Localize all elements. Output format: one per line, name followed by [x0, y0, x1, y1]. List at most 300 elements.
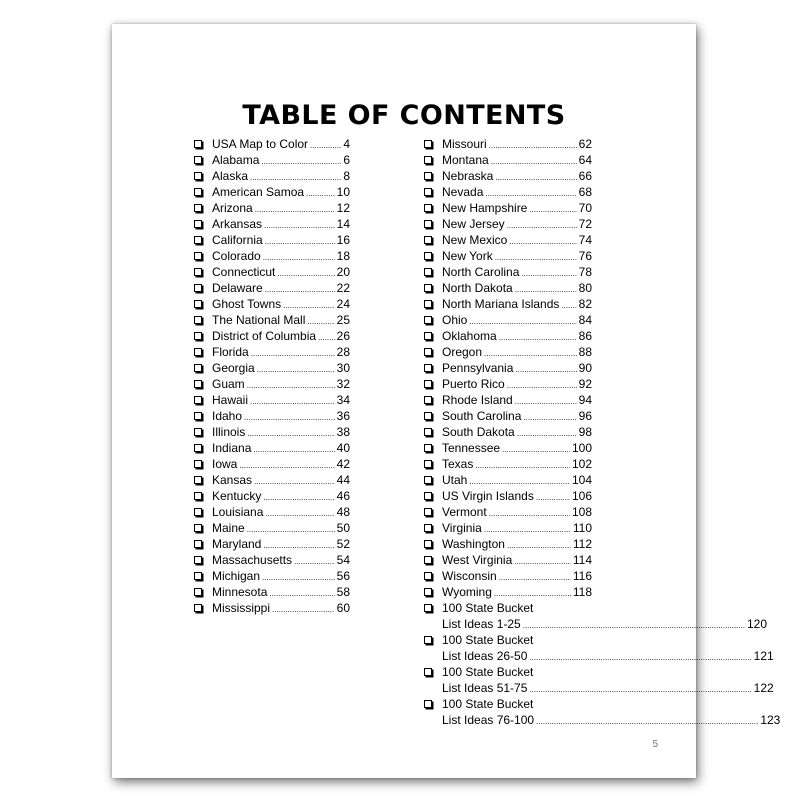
toc-entry — [194, 456, 350, 472]
toc-entry — [194, 408, 350, 424]
checkbox-icon[interactable] — [424, 252, 432, 260]
page-title: TABLE OF CONTENTS — [242, 100, 566, 131]
checkbox-icon[interactable] — [194, 268, 202, 276]
checkbox-icon[interactable] — [424, 524, 432, 532]
toc-entry-bucket-list — [424, 664, 774, 696]
toc-entry-page: 68 — [578, 185, 592, 199]
toc-entry-title: South Carolina — [442, 409, 522, 423]
dot-leader — [514, 554, 571, 570]
toc-entry-page: 50 — [336, 521, 350, 535]
dot-leader — [509, 234, 576, 250]
toc-entry — [194, 168, 350, 184]
toc-entry-page: 60 — [336, 601, 350, 615]
toc-entry-page: 72 — [578, 217, 592, 231]
toc-entry-page: 116 — [572, 569, 592, 583]
checkbox-icon[interactable] — [194, 284, 202, 292]
toc-entry-page: 102 — [571, 457, 592, 471]
checkbox-icon[interactable] — [194, 300, 202, 308]
dot-leader — [257, 362, 335, 378]
toc-entry-title: Maine — [212, 521, 245, 535]
toc-entry-page: 104 — [571, 473, 592, 487]
toc-entry-title: Illinois — [212, 425, 246, 439]
dot-leader — [517, 426, 577, 442]
checkbox-icon[interactable] — [194, 140, 202, 148]
toc-entry-title: Florida — [212, 345, 249, 359]
toc-entry — [424, 184, 592, 200]
toc-entry-title: US Virgin Islands — [442, 489, 534, 503]
dot-leader — [272, 602, 335, 618]
toc-entry — [424, 552, 592, 568]
dot-leader — [502, 442, 570, 458]
checkbox-icon[interactable] — [424, 220, 432, 228]
toc-entry — [194, 360, 350, 376]
checkbox-icon[interactable] — [194, 492, 202, 500]
toc-entry — [424, 376, 592, 392]
checkbox-icon[interactable] — [424, 700, 432, 708]
checkbox-icon[interactable] — [424, 636, 432, 644]
toc-entry-title: Utah — [442, 473, 468, 487]
checkbox-icon[interactable] — [194, 316, 202, 324]
dot-leader — [255, 202, 335, 218]
toc-entry-page: 46 — [336, 489, 350, 503]
checkbox-icon[interactable] — [194, 508, 202, 516]
checkbox-icon[interactable] — [194, 412, 202, 420]
toc-entry-title: Ohio — [442, 313, 468, 327]
toc-entry — [194, 184, 350, 200]
toc-entry — [424, 536, 592, 552]
toc-entry-page: 40 — [336, 441, 350, 455]
toc-entry — [194, 552, 350, 568]
checkbox-icon[interactable] — [424, 460, 432, 468]
dot-leader — [265, 506, 334, 522]
toc-entry — [194, 328, 350, 344]
toc-entry — [194, 440, 350, 456]
toc-entry-title: Kentucky — [212, 489, 262, 503]
toc-entry — [424, 520, 592, 536]
toc-entry-page: 34 — [336, 393, 350, 407]
toc-entry — [424, 456, 592, 472]
toc-entry-page: 24 — [336, 297, 350, 311]
toc-entry-title: Louisiana — [212, 505, 264, 519]
toc-entry-title: Arizona — [212, 201, 253, 215]
toc-entry — [424, 424, 592, 440]
toc-entry-text — [442, 632, 774, 664]
toc-entry — [194, 232, 350, 248]
toc-entry — [424, 504, 592, 520]
toc-entry — [424, 408, 592, 424]
toc-entry-page: 62 — [578, 137, 592, 151]
toc-entry-text — [442, 664, 774, 696]
toc-entry — [194, 376, 350, 392]
toc-entry-title: Missouri — [442, 137, 487, 151]
toc-entry-title: Hawaii — [212, 393, 249, 407]
checkbox-icon[interactable] — [424, 476, 432, 484]
toc-entry-title: Idaho — [212, 409, 243, 423]
toc-entry — [194, 344, 350, 360]
toc-entry-page: 106 — [571, 489, 592, 503]
dot-leader — [306, 186, 335, 202]
toc-entry-title: Michigan — [212, 569, 261, 583]
toc-entry — [424, 344, 592, 360]
toc-entry-page: 123 — [760, 713, 781, 727]
checkbox-icon[interactable] — [424, 364, 432, 372]
toc-entry-title: Iowa — [212, 457, 238, 471]
dot-leader — [294, 554, 335, 570]
toc-entry-title: New Mexico — [442, 233, 508, 247]
checkbox-icon[interactable] — [424, 492, 432, 500]
dot-leader — [310, 138, 341, 154]
dot-leader — [523, 410, 576, 426]
toc-entry-page: 121 — [753, 649, 774, 663]
dot-leader — [536, 490, 570, 506]
toc-entry — [194, 392, 350, 408]
toc-entry — [424, 296, 592, 312]
toc-entry-page: 42 — [336, 457, 350, 471]
toc-entry-title: New York — [442, 249, 493, 263]
toc-entry-page: 94 — [578, 393, 592, 407]
dot-leader — [239, 458, 334, 474]
toc-entry-page: 112 — [572, 537, 592, 551]
document-page — [112, 24, 781, 778]
toc-entry-page: 52 — [336, 537, 350, 551]
toc-entry-page: 25 — [336, 313, 350, 327]
toc-entry-page: 18 — [336, 249, 350, 263]
toc-entry-page: 8 — [343, 169, 350, 183]
toc-entry-page: 70 — [578, 201, 592, 215]
toc-entry-title: Oregon — [442, 345, 483, 359]
checkbox-icon[interactable] — [194, 172, 202, 180]
toc-entry-page: 92 — [578, 377, 592, 391]
toc-entry — [194, 136, 350, 152]
toc-entry — [194, 264, 350, 280]
toc-entry-title-line2: List Ideas 51-75 — [442, 681, 528, 695]
checkbox-icon[interactable] — [424, 332, 432, 340]
dot-leader — [507, 218, 577, 234]
toc-entry — [424, 472, 592, 488]
checkbox-icon[interactable] — [424, 412, 432, 420]
toc-entry-page: 90 — [578, 361, 592, 375]
toc-entry — [194, 600, 350, 616]
toc-entry-title: Kansas — [212, 473, 253, 487]
checkbox-icon[interactable] — [424, 236, 432, 244]
dot-leader — [521, 266, 576, 282]
checkbox-icon[interactable] — [424, 204, 432, 212]
dot-leader — [475, 458, 570, 474]
dot-leader — [251, 346, 335, 362]
toc-entry-page: 36 — [336, 409, 350, 423]
dot-leader — [244, 410, 335, 426]
toc-entry-page: 108 — [571, 505, 592, 519]
dot-leader — [264, 218, 335, 234]
toc-entry-title-line2: List Ideas 1-25 — [442, 617, 521, 631]
toc-entry-title: Guam — [212, 377, 245, 391]
dot-leader — [254, 474, 335, 490]
dot-leader — [495, 170, 576, 186]
checkbox-icon[interactable] — [194, 460, 202, 468]
toc-left-column — [194, 136, 350, 616]
toc-entry-title: Georgia — [212, 361, 255, 375]
toc-entry-title: Wyoming — [442, 585, 492, 599]
checkbox-icon[interactable] — [194, 540, 202, 548]
checkbox-icon[interactable] — [424, 588, 432, 596]
toc-entry-page: 54 — [336, 553, 350, 567]
dot-leader — [507, 538, 571, 554]
toc-entry — [194, 280, 350, 296]
toc-entry-title: Mississippi — [212, 601, 271, 615]
toc-entry-title: Puerto Rico — [442, 377, 505, 391]
toc-entry-title: The National Mall — [212, 313, 306, 327]
toc-entry-page: 88 — [578, 345, 592, 359]
toc-entry-page: 16 — [336, 233, 350, 247]
toc-entry-page: 64 — [578, 153, 592, 167]
toc-entry-bucket-list — [424, 600, 768, 632]
toc-entry-title: West Virginia — [442, 553, 513, 567]
toc-entry-title: Texas — [442, 457, 474, 471]
checkbox-icon[interactable] — [194, 444, 202, 452]
checkbox-icon[interactable] — [424, 556, 432, 564]
dot-leader — [536, 714, 758, 730]
toc-entry-page: 58 — [336, 585, 350, 599]
checkbox-icon[interactable] — [194, 332, 202, 340]
toc-entry-text — [442, 696, 780, 728]
toc-entry-title: Rhode Island — [442, 393, 513, 407]
toc-entry-title-line1: 100 State Bucket — [442, 633, 534, 647]
toc-entry-page: 26 — [336, 329, 350, 343]
checkbox-icon[interactable] — [424, 540, 432, 548]
toc-entry-title: Virginia — [442, 521, 482, 535]
toc-entry-title: USA Map to Color — [212, 137, 309, 151]
checkbox-icon[interactable] — [194, 428, 202, 436]
toc-entry — [424, 440, 592, 456]
toc-entry — [194, 520, 350, 536]
toc-entry — [424, 312, 592, 328]
toc-entry — [194, 504, 350, 520]
checkbox-icon[interactable] — [194, 188, 202, 196]
toc-entry — [194, 296, 350, 312]
checkbox-icon[interactable] — [194, 396, 202, 404]
checkbox-icon[interactable] — [194, 204, 202, 212]
checkbox-icon[interactable] — [424, 396, 432, 404]
toc-entry-page: 82 — [578, 297, 592, 311]
toc-entry-page: 38 — [336, 425, 350, 439]
toc-entry — [194, 584, 350, 600]
toc-entry-page: 86 — [578, 329, 592, 343]
toc-entry — [424, 200, 592, 216]
toc-entry-page: 80 — [578, 281, 592, 295]
toc-entry — [424, 280, 592, 296]
toc-entry — [194, 568, 350, 584]
toc-right-column — [424, 136, 781, 728]
checkbox-icon[interactable] — [194, 572, 202, 580]
checkbox-icon[interactable] — [424, 668, 432, 676]
toc-entry-title-line2: List Ideas 26-50 — [442, 649, 528, 663]
checkbox-icon[interactable] — [194, 380, 202, 388]
toc-entry-title: Pennsylvania — [442, 361, 514, 375]
checkbox-icon[interactable] — [424, 172, 432, 180]
toc-entry-page: 66 — [578, 169, 592, 183]
toc-entry-title-line1: 100 State Bucket — [442, 601, 534, 615]
dot-leader — [265, 234, 335, 250]
toc-entry-title: Colorado — [212, 249, 261, 263]
toc-entry-page: 32 — [336, 377, 350, 391]
toc-entry-title: Vermont — [442, 505, 487, 519]
dot-leader — [499, 330, 577, 346]
toc-entry-page: 22 — [336, 281, 350, 295]
dot-leader — [263, 490, 334, 506]
toc-entry-title: District of Columbia — [212, 329, 317, 343]
toc-entry — [424, 392, 592, 408]
toc-entry-title: Arkansas — [212, 217, 263, 231]
toc-entry-page: 96 — [578, 409, 592, 423]
toc-entry — [424, 152, 592, 168]
checkbox-icon[interactable] — [194, 588, 202, 596]
checkbox-icon[interactable] — [424, 188, 432, 196]
toc-entry — [194, 216, 350, 232]
checkbox-icon[interactable] — [194, 252, 202, 260]
toc-entry-title: Wisconsin — [442, 569, 497, 583]
toc-entry-text — [442, 600, 767, 632]
toc-entry-title: Washington — [442, 537, 505, 551]
checkbox-icon[interactable] — [424, 316, 432, 324]
toc-entry — [424, 328, 592, 344]
toc-entry-title-line2: List Ideas 76-100 — [442, 713, 535, 727]
toc-entry-title: Tennessee — [442, 441, 501, 455]
checkbox-icon[interactable] — [424, 268, 432, 276]
toc-entry-title: Oklahoma — [442, 329, 497, 343]
dot-leader — [250, 394, 335, 410]
toc-entry — [194, 424, 350, 440]
dot-leader — [489, 506, 570, 522]
toc-entry-title-line1: 100 State Bucket — [442, 665, 534, 679]
toc-entry-title: South Dakota — [442, 425, 515, 439]
dot-leader — [507, 378, 577, 394]
checkbox-icon[interactable] — [424, 508, 432, 516]
toc-entry-title: Massachusetts — [212, 553, 293, 567]
toc-entry — [194, 488, 350, 504]
toc-entry-page: 114 — [572, 553, 592, 567]
dot-leader — [269, 586, 334, 602]
checkbox-icon[interactable] — [194, 348, 202, 356]
toc-entry-page: 6 — [343, 153, 350, 167]
toc-entry-title: Alabama — [212, 153, 260, 167]
page-number: 5 — [652, 739, 658, 750]
toc-entry-page: 14 — [336, 217, 350, 231]
checkbox-icon[interactable] — [194, 556, 202, 564]
toc-entry — [194, 472, 350, 488]
toc-entry — [194, 312, 350, 328]
dot-leader — [318, 330, 335, 346]
checkbox-icon[interactable] — [194, 476, 202, 484]
toc-entry-page: 84 — [578, 313, 592, 327]
toc-entry-page: 30 — [336, 361, 350, 375]
checkbox-icon[interactable] — [194, 364, 202, 372]
checkbox-icon[interactable] — [424, 140, 432, 148]
toc-entry-title: North Dakota — [442, 281, 513, 295]
toc-entry-page: 98 — [578, 425, 592, 439]
toc-entry-title: American Samoa — [212, 185, 305, 199]
checkbox-icon[interactable] — [194, 524, 202, 532]
toc-entry-title: North Mariana Islands — [442, 297, 560, 311]
toc-entry-title: Connecticut — [212, 265, 276, 279]
toc-entry — [194, 152, 350, 168]
toc-entry — [424, 216, 592, 232]
checkbox-icon[interactable] — [424, 604, 432, 612]
toc-entry-page: 78 — [578, 265, 592, 279]
toc-entry-page: 28 — [336, 345, 350, 359]
checkbox-icon[interactable] — [424, 156, 432, 164]
toc-entry-page: 76 — [578, 249, 592, 263]
dot-leader — [261, 154, 341, 170]
checkbox-icon[interactable] — [194, 236, 202, 244]
dot-leader — [253, 442, 334, 458]
toc-entry-title: Maryland — [212, 537, 262, 551]
toc-entry — [424, 584, 592, 600]
checkbox-icon[interactable] — [194, 156, 202, 164]
dot-leader — [489, 138, 577, 154]
toc-entry — [194, 536, 350, 552]
toc-entry-bucket-list — [424, 696, 781, 728]
toc-entry-page: 100 — [571, 441, 592, 455]
toc-entry-page: 120 — [746, 617, 768, 631]
toc-entry-title: North Carolina — [442, 265, 520, 279]
dot-leader — [262, 570, 335, 586]
dot-leader — [247, 426, 334, 442]
toc-entry-title: California — [212, 233, 263, 247]
toc-entry — [424, 360, 592, 376]
dot-leader — [561, 298, 576, 314]
dot-leader — [529, 202, 576, 218]
toc-entry-page: 10 — [336, 185, 350, 199]
toc-entry-title: Alaska — [212, 169, 249, 183]
toc-entry-title: New Jersey — [442, 217, 505, 231]
toc-entry-bucket-list — [424, 632, 774, 664]
toc-entry-title: Nevada — [442, 185, 484, 199]
toc-entry-title: Nebraska — [442, 169, 494, 183]
toc-entry-page: 44 — [336, 473, 350, 487]
toc-entry-page: 56 — [336, 569, 350, 583]
toc-entry-page: 122 — [753, 681, 774, 695]
checkbox-icon[interactable] — [424, 428, 432, 436]
toc-entry-page: 4 — [343, 137, 350, 151]
toc-entry-page: 20 — [336, 265, 350, 279]
toc-entry — [424, 136, 592, 152]
toc-entry — [424, 232, 592, 248]
toc-entry-page: 12 — [336, 201, 350, 215]
dot-leader — [277, 266, 334, 282]
toc-entry — [424, 264, 592, 280]
checkbox-icon[interactable] — [424, 284, 432, 292]
toc-entry-title: Minnesota — [212, 585, 268, 599]
toc-entry-title: Delaware — [212, 281, 263, 295]
checkbox-icon[interactable] — [424, 572, 432, 580]
toc-entry-title-line1: 100 State Bucket — [442, 697, 534, 711]
toc-entry — [424, 168, 592, 184]
checkbox-icon[interactable] — [424, 444, 432, 452]
dot-leader — [491, 154, 577, 170]
dot-leader — [499, 570, 571, 586]
toc-entry-page: 110 — [572, 521, 592, 535]
dot-leader — [515, 394, 577, 410]
checkbox-icon[interactable] — [194, 220, 202, 228]
toc-entry-page: 74 — [578, 233, 592, 247]
checkbox-icon[interactable] — [424, 380, 432, 388]
checkbox-icon[interactable] — [194, 604, 202, 612]
checkbox-icon[interactable] — [424, 348, 432, 356]
checkbox-icon[interactable] — [424, 300, 432, 308]
toc-entry-title: New Hampshire — [442, 201, 528, 215]
toc-entry — [424, 488, 592, 504]
toc-entry — [424, 248, 592, 264]
